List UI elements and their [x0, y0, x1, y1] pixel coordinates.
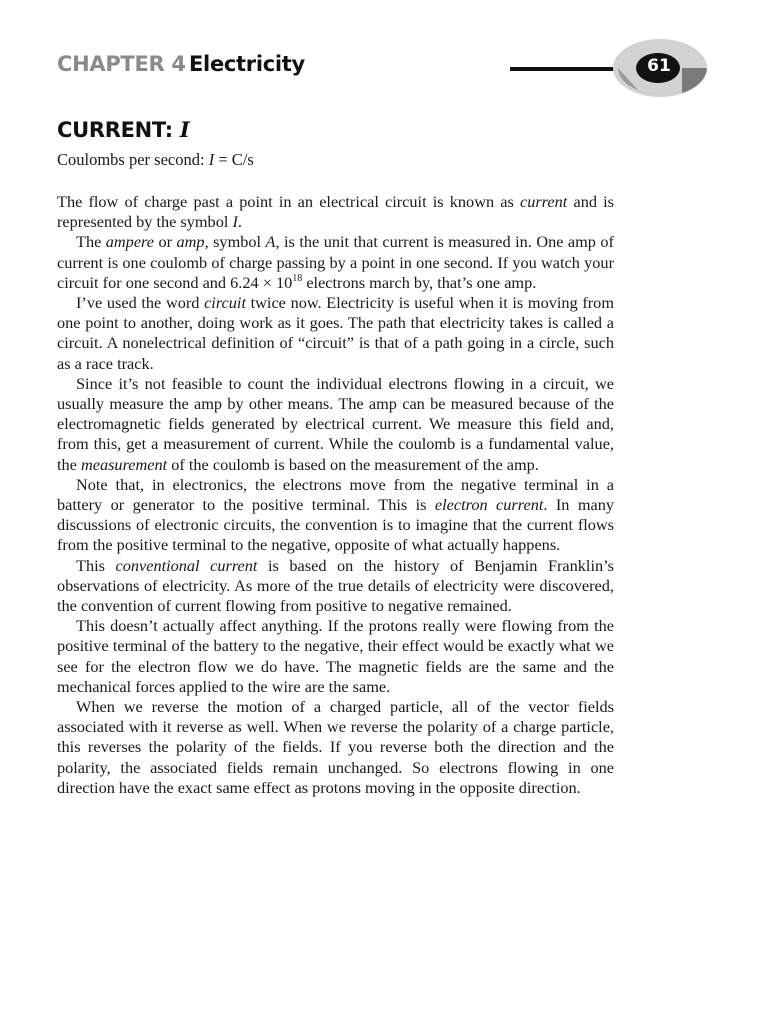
emphasis-text: circuit [204, 293, 246, 313]
emphasis-text: conventional current [115, 555, 258, 575]
text-run: and is represented by the symbol [57, 192, 614, 232]
text-run: of the coulomb is based on the measurement of the amp. [167, 454, 539, 474]
paragraph [57, 556, 614, 617]
emphasis-text: A [265, 232, 276, 252]
text-run: , symbol [204, 232, 266, 252]
text-run: Since it’s not feasible to count the individual electrons flowing in a circuit, we usually measure the amp by other means. The amp can be measured because of the electromagnetic fields generated by electrical current. We measure this field and, from this, get a measurement of current. While the coulomb is a fundamental value, the [57, 373, 614, 474]
paragraph [57, 293, 614, 374]
formula-eq: = [214, 150, 232, 169]
chapter-label: CHAPTER 4 [57, 52, 186, 76]
paragraph [57, 232, 614, 293]
unit-formula [57, 150, 254, 170]
emphasis-text: I [232, 212, 238, 232]
text-run: or [154, 232, 177, 252]
text-run: . In many discussions of electronic circuits, the convention is to imagine that the current flows from the positive terminal to the negative, opposite of what actually happens. [57, 495, 615, 555]
paragraph [57, 374, 614, 475]
text-run: , is the unit that current is measured in. One amp of current is one coulomb of charge passing by a point in one second. If you watch your circuit for one second and 6.24 × 10 [57, 232, 614, 292]
section-heading [57, 117, 189, 142]
formula-label: Coulombs per second: [57, 150, 209, 169]
body-text [57, 192, 614, 798]
emphasis-text: measurement [80, 454, 168, 474]
emphasis-text: current [519, 192, 568, 211]
emphasis-text: amp [176, 232, 205, 252]
text-run: This doesn’t actually affect anything. If the protons really were flowing from the positive terminal of the battery to the negative, their effect would be exactly what we see for the electron flow we do have. The magnetic fields are the same and the mechanical forces applied to the wire are the same. [57, 616, 614, 696]
text-run: The flow of charge past a point in an electrical circuit is known as [57, 192, 520, 211]
chapter-title: Electricity [189, 52, 305, 76]
formula-rhs: C/s [231, 150, 254, 169]
text-run: twice now. Electricity is useful when it is moving from one point to another, doing work as it goes. The path that electricity takes is called a circuit. A nonelectrical definition of “circuit” is that of a path going in a circle, such as a race track. [57, 293, 614, 373]
paragraph [57, 192, 614, 232]
text-run: When we reverse the motion of a charged particle, all of the vector fields associated with it reverse as well. When we reverse the polarity of a charge particle, this reverses the polarity of the fields. If you reverse both the direction and the polarity, the associated fields remain unchanged. So electrons flowing in one direction have the exact same effect as protons moving in the opposite direction. [57, 697, 614, 797]
emphasis-text: ampere [105, 232, 155, 252]
text-run: electrons march by, that’s one amp. [302, 272, 537, 292]
text-run: I’ve used the word [76, 293, 205, 313]
text-run: This [76, 555, 116, 575]
text-run: . [237, 212, 242, 232]
text-run: Note that, in electronics, the electrons move from the negative terminal in a battery or generator to the positive terminal. This is [57, 474, 614, 515]
emphasis-text: electron current [434, 495, 544, 515]
section-heading-symbol: I [179, 117, 190, 142]
page-number: 61 [647, 56, 671, 76]
formula-lhs: I [208, 150, 215, 169]
paragraph [57, 475, 614, 556]
section-heading-text: CURRENT: [57, 118, 180, 142]
text-run: is based on the history of Benjamin Franklin’s observations of electricity. As more of the true details of electricity were discovered, the convention of current flowing from positive to negative remained. [57, 555, 614, 616]
paragraph [57, 616, 614, 697]
exponent: 18 [292, 272, 303, 284]
text-run: The [76, 232, 106, 252]
paragraph [57, 697, 614, 798]
